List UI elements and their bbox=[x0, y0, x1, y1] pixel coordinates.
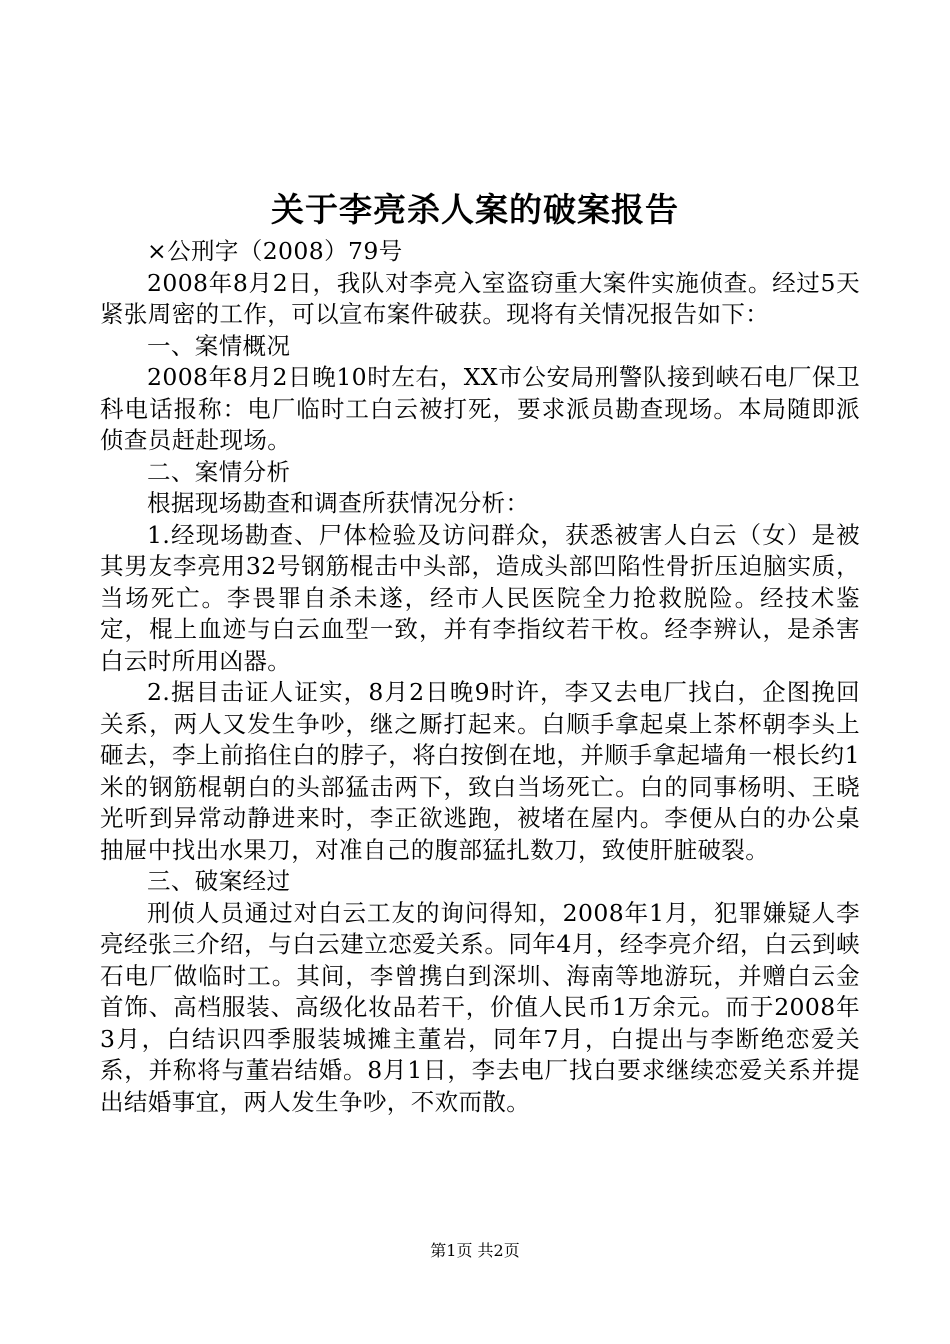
section-heading-process: 三、破案经过 bbox=[147, 867, 291, 895]
document-title: 关于李亮杀人案的破案报告 bbox=[271, 190, 679, 229]
document-body bbox=[100, 236, 860, 1118]
document-reference-number: ×公刑字（2008）79号 bbox=[147, 237, 403, 265]
analysis-item-2: 2.据目击证人证实，8月2日晚9时许，李又去电厂找白，企图挽回关系，两人又发生争吵，继之厮打起来。白顺手拿起桌上茶杯朝李头上砸去，李上前掐住白的脖子，将白按倒在地，并顺手拿起墙角一根长约1米的钢筋棍朝白的头部猛击两下，致白当场死亡。白的同事杨明、王晓光听到异常动静进来时，李正欲逃跑，被堵在屋内。李便从白的办公桌抽屉中找出水果刀，对准自己的腹部猛扎数刀，致使肝脏破裂。 bbox=[100, 678, 860, 864]
overview-paragraph: 2008年8月2日晚10时左右，XX市公安局刑警队接到峡石电厂保卫科电话报称：电厂临时工白云被打死，要求派员勘查现场。本局随即派侦查员赶赴现场。 bbox=[100, 363, 860, 454]
intro-paragraph: 2008年8月2日，我队对李亮入室盗窃重大案件实施侦查。经过5天紧张周密的工作，可以宣布案件破获。现将有关情况报告如下： bbox=[100, 268, 860, 328]
section-heading-analysis: 二、案情分析 bbox=[147, 457, 291, 486]
analysis-item-1: 1.经现场勘查、尸体检验及访问群众，获悉被害人白云（女）是被其男友李亮用32号钢筋棍击中头部，造成头部凹陷性骨折压迫脑实质，当场死亡。李畏罪自杀未遂，经市人民医院全力抢救脱险。经技术鉴定，棍上血迹与白云血型一致，并有李指纹若干枚。经李辨认，是杀害白云时所用凶器。 bbox=[100, 520, 860, 675]
section-heading-overview: 一、案情概况 bbox=[147, 331, 291, 360]
page-footer: 第1页 共2页 bbox=[430, 1241, 520, 1260]
process-paragraph: 刑侦人员通过对白云工友的询问得知，2008年1月，犯罪嫌疑人李亮经张三介绍，与白云建立恋爱关系。同年4月，经李亮介绍，白云到峡石电厂做临时工。其间，李曾携白到深圳、海南等地游玩，并赠白云金首饰、高档服装、高级化妆品若干，价值人民币1万余元。而于2008年3月，白结识四季服装城摊主董岩，同年7月，白提出与李断绝恋爱关系，并称将与董岩结婚。8月1日，李去电厂找白要求继续恋爱关系并提出结婚事宜，两人发生争吵，不欢而散。 bbox=[100, 898, 860, 1116]
analysis-intro-paragraph: 根据现场勘查和调查所获情况分析： bbox=[147, 489, 530, 517]
